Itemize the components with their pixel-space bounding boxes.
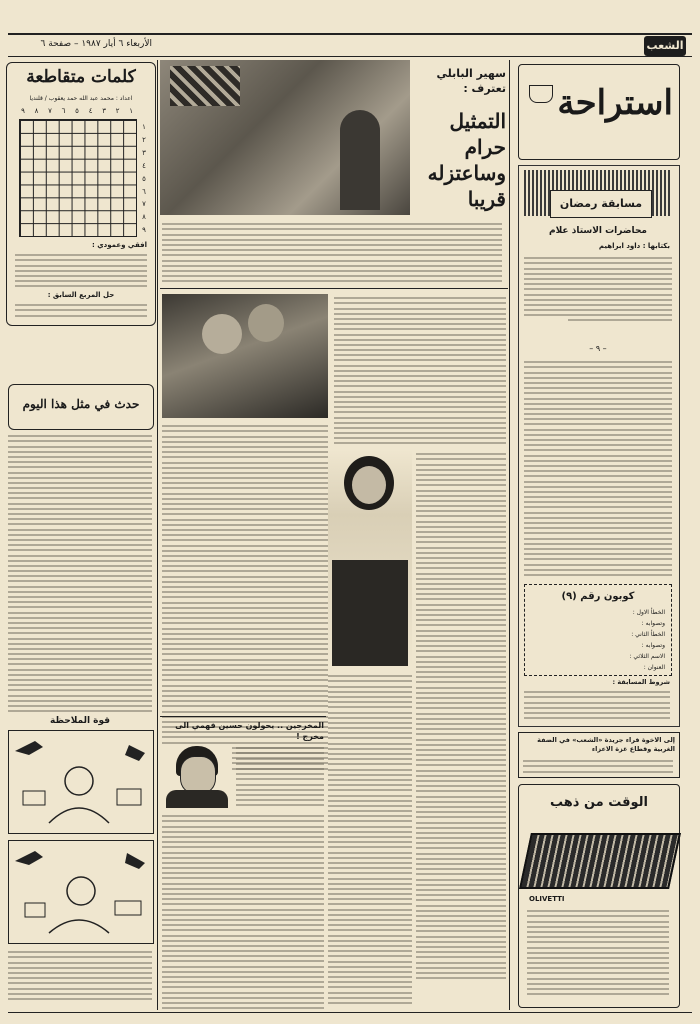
crossword-author: اعداد : محمد عبد الله حمد يعقوب / قلنديا — [29, 95, 133, 102]
fahmy-article-text — [162, 812, 324, 1010]
contest-body-text — [524, 358, 672, 578]
cartoon-caption-text — [8, 948, 152, 1008]
actors-photo — [162, 294, 328, 418]
grid-row-numbers: ١ ٢ ٣ ٤ ٥ ٦ ٧ ٨ ٩ — [142, 123, 146, 235]
cartoon-panel-bottom — [8, 840, 154, 944]
lecture-title: محاضرات الاستاذ علام — [548, 226, 647, 236]
actress-photo — [328, 450, 412, 666]
lecture-body-text — [524, 254, 672, 342]
cartoon-drawing-icon — [9, 731, 153, 833]
coffee-cup-icon — [529, 85, 553, 103]
column-divider-left — [157, 60, 158, 1010]
reader-notice-box — [518, 732, 680, 778]
coupon-field: وتصوابه : — [641, 620, 665, 627]
article-column-c — [416, 450, 506, 1010]
history-events-list — [8, 432, 152, 712]
giraffe-photo — [160, 60, 410, 215]
history-title: حدث في مثل هذا اليوم — [22, 397, 140, 411]
solution-label: حل المربع السابق : — [47, 291, 115, 299]
computer-ad-text — [527, 907, 669, 997]
header-rule-bottom — [8, 56, 692, 57]
cartoon-drawing-icon — [9, 841, 153, 943]
kicker: سهير البابلي تعترف : — [436, 67, 506, 95]
lead-paragraph — [162, 220, 502, 284]
coupon-field: العنوان : — [643, 664, 665, 671]
main-headline: التمثيل حرام وساعتزله قريبا — [427, 109, 506, 211]
coupon-title: كوبون رقم (٩) — [561, 591, 635, 602]
column-divider-right — [509, 60, 510, 1010]
article-column-d — [328, 672, 412, 1010]
computer-brand: OLIVETTI — [529, 895, 565, 903]
crossword-title: كلمات متقاطعة — [26, 67, 136, 87]
section-title-box — [518, 64, 680, 160]
coupon-box[interactable] — [524, 584, 672, 676]
crossword-grid[interactable] — [19, 119, 137, 237]
date-page-label: الأربعاء ٦ أيار ١٩٨٧ – صفحة ٦ — [40, 39, 152, 49]
crossword-box — [6, 62, 156, 326]
across-label: افقي وعمودي : — [92, 241, 147, 249]
coupon-field: وتصوابه : — [641, 642, 665, 649]
bottom-headline: المخرجين .. يحولون حسين فهمي الى مخرج ! — [175, 721, 324, 741]
section-number: – ٩ – — [589, 344, 607, 353]
conditions-label: شروط المسابقة : — [612, 678, 670, 686]
history-banner — [8, 384, 154, 430]
coupon-field: الخطأ الثاني : — [631, 631, 665, 638]
computer-keyboard-icon — [519, 833, 681, 889]
section-title: استراحة — [557, 83, 673, 123]
conditions-text — [524, 688, 670, 722]
hussein-fahmy-portrait — [162, 744, 232, 808]
computer-ad-box — [518, 784, 680, 1008]
author-line: بكتابها : داود ابراهيم — [598, 242, 670, 250]
coupon-fields — [629, 607, 665, 673]
cartoon-title: قوة الملاحظة — [49, 716, 111, 726]
coupon-field: الاسم الثلاثي : — [629, 653, 665, 660]
footer-rule — [8, 1012, 692, 1013]
coupon-field: الخطأ الاول : — [632, 609, 665, 616]
contest-banner: مسابقة رمضان — [550, 190, 652, 218]
reader-notice-title: إلى الاخوة قراء جريدة «الشعب» في الضفة الغربية وقطاع غزة الاعزاء — [537, 736, 675, 753]
masthead-logo: الشعب — [644, 36, 686, 56]
article-column-b — [334, 294, 506, 444]
grid-column-numbers: ١ ٢ ٣ ٤ ٥ ٦ ٧ ٨ ٩ — [21, 107, 133, 115]
gold-time-title: الوقت من ذهب — [549, 795, 648, 810]
cartoon-panel-top — [8, 730, 154, 834]
